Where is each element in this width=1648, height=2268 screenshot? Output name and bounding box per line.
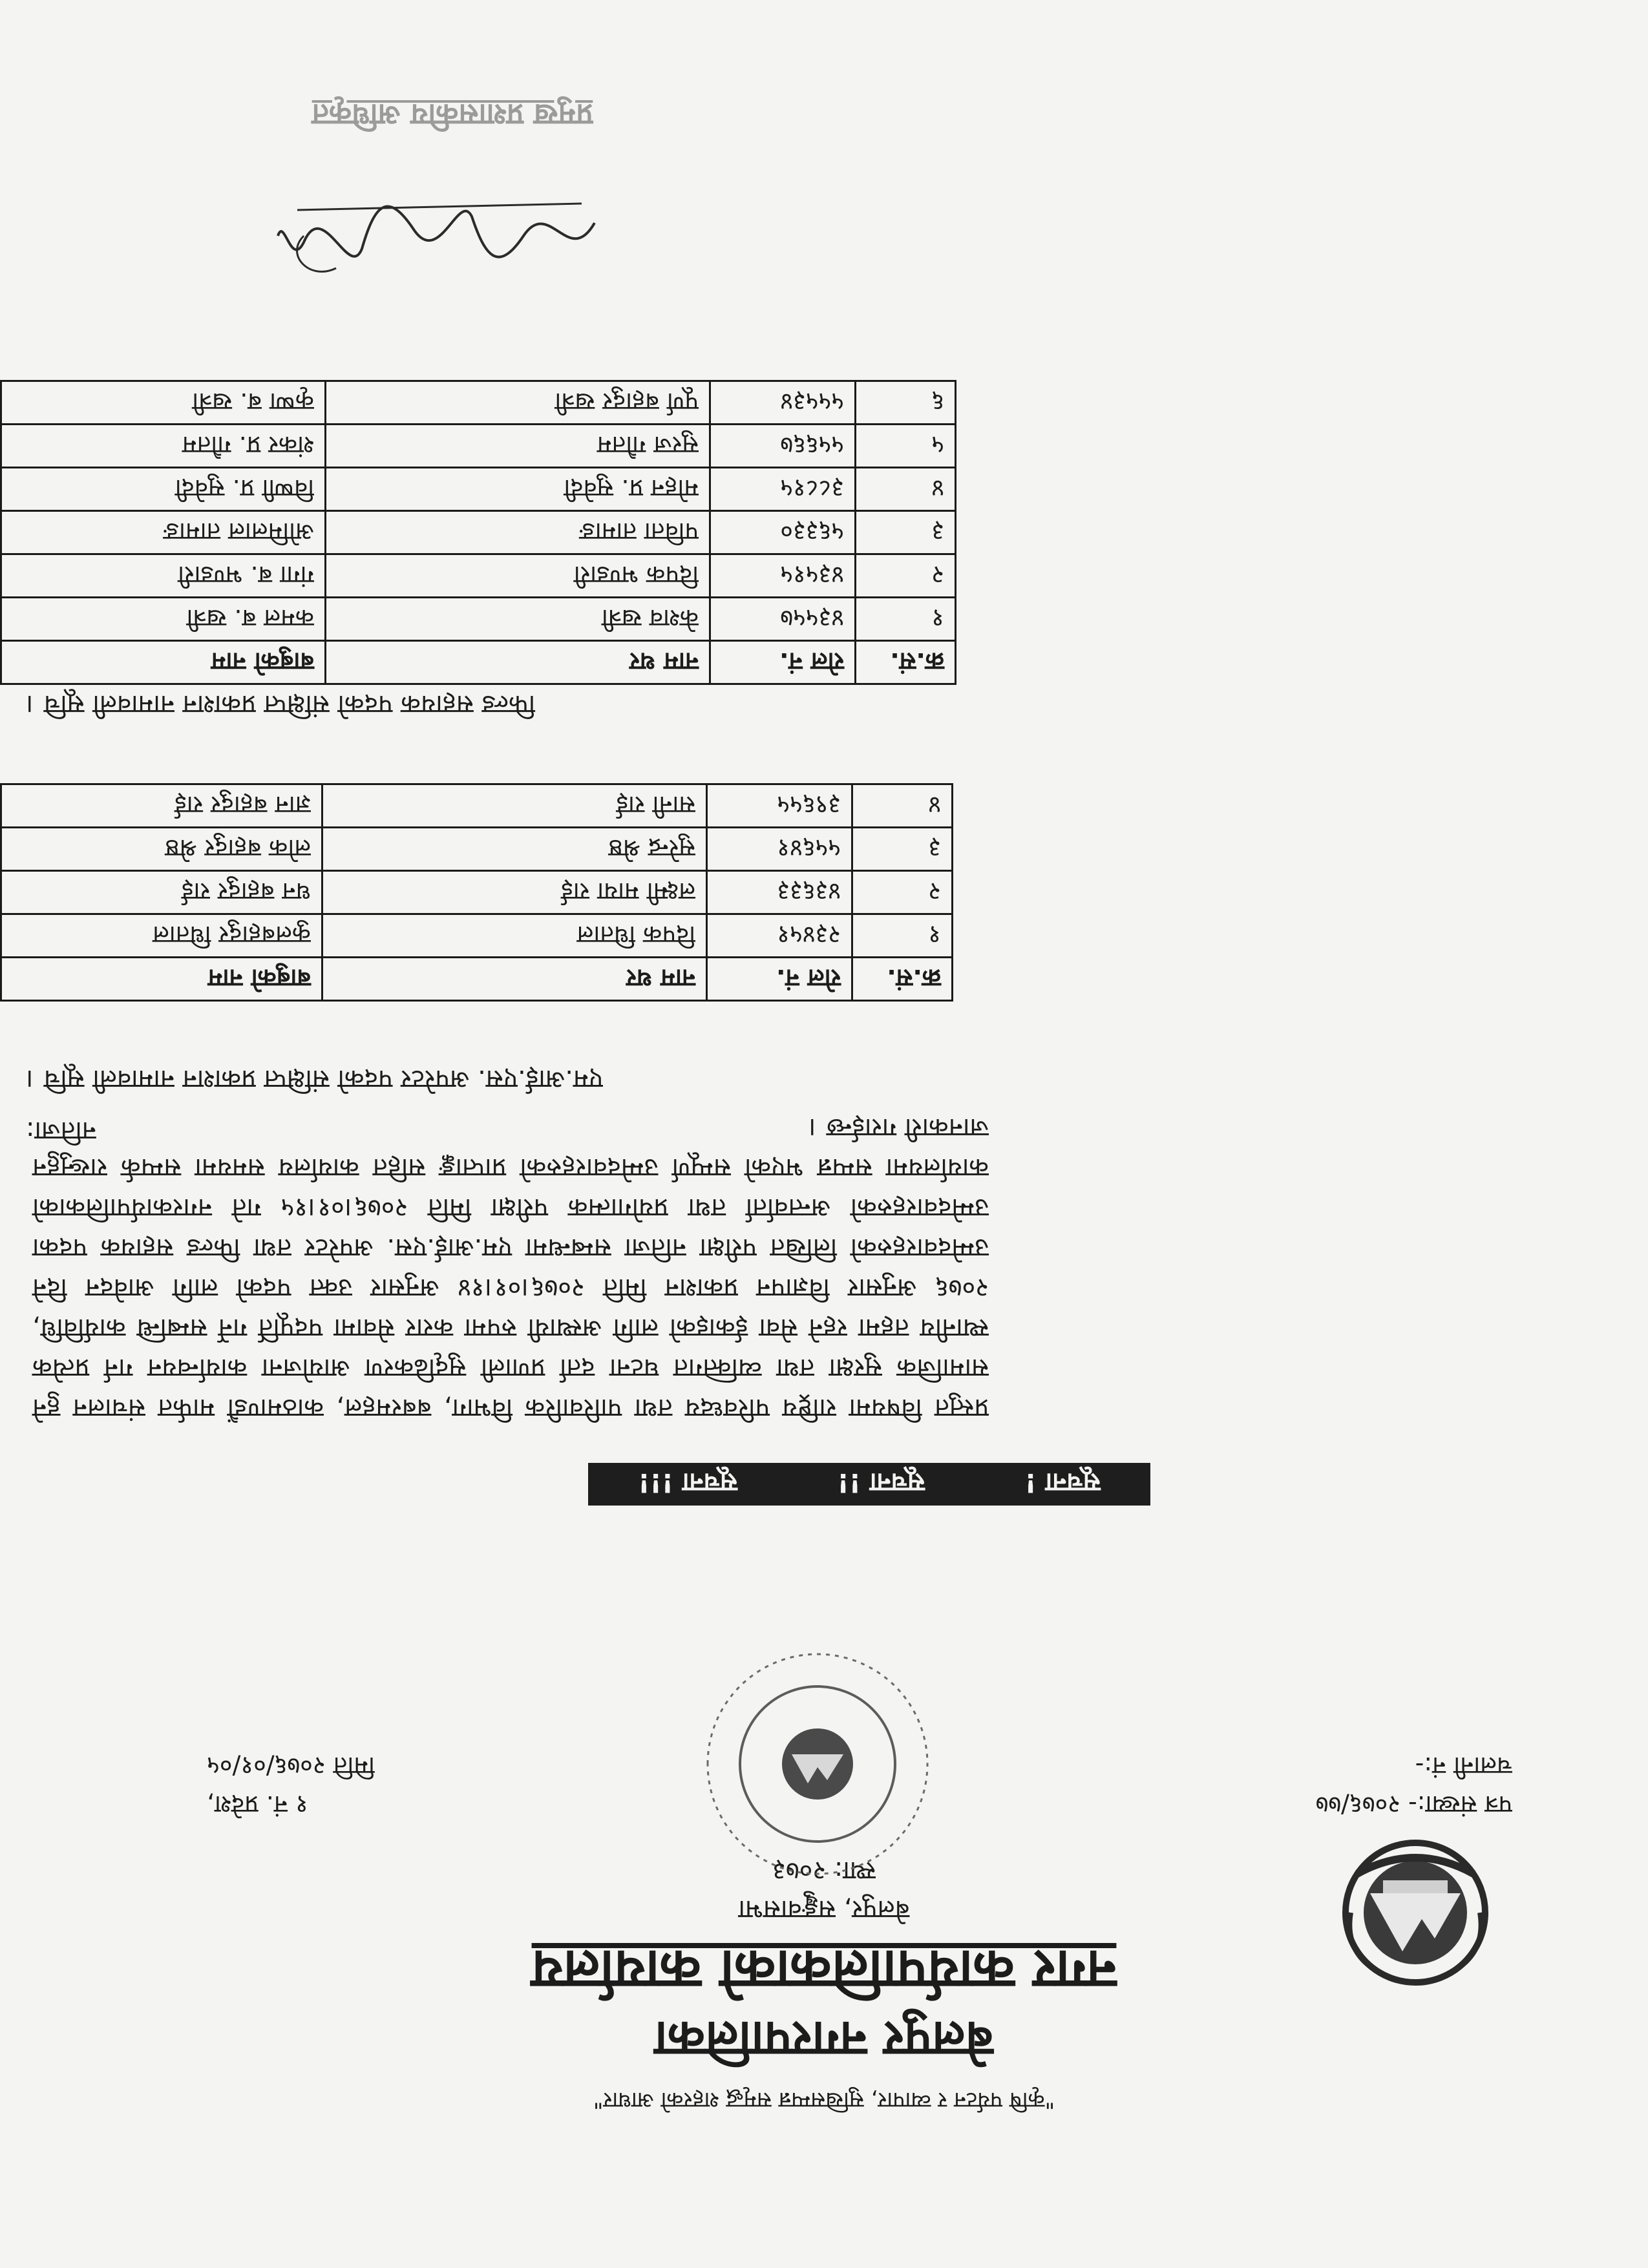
cell-father: विष्णी प्र. सुवेदी [1,468,326,511]
table-row [1,381,956,425]
dispatch-number: चलानी नं:- [1415,1752,1512,1780]
cell-name: केशव खत्री [326,598,710,641]
cell-sn: ३ [852,828,953,871]
table-row [1,598,956,641]
table-row [1,511,956,554]
cell-sn: १ [856,598,956,641]
section1-caption: एम.आई.एस. अपरेटर पदको संक्षिप्त प्रकाशन नामावली सूचि । [26,1064,604,1094]
cell-father: ओमिलाल तामाङ [1,511,326,554]
cell-roll: ४३६३३ [707,871,852,914]
issue-date: मिति २०७६/०१/०५ [207,1752,375,1780]
section2-caption: फिल्ड सहायक पदको संक्षिप्त प्रकाशन नामावली सूचि । [26,689,536,719]
result-heading: नतिजा: [26,1116,96,1146]
cell-roll: ४३५५७ [710,598,856,641]
table-row [1,828,953,871]
cell-roll: २३४५१ [707,914,852,958]
notice-label-2: सूचना !! [837,1467,925,1498]
handwritten-signature [271,178,607,294]
cell-name: सुरेन्द्र श्रेष्ठ [322,828,707,871]
col-roll: रोल नं. [710,641,856,684]
notice-label-3: सूचना !!! [638,1467,737,1498]
cell-sn: ६ [856,381,956,425]
col-sn: क्र.सं. [856,641,956,684]
cell-father: धन बहादुर राई [1,871,322,914]
col-name: नाम थर [322,958,707,1001]
notice-banner [588,1463,1150,1506]
office-seal-stamp [695,1641,940,1887]
cell-roll: ५६३३० [710,511,856,554]
col-roll: रोल नं. [707,958,852,1001]
table-row [1,871,953,914]
cell-roll: ५५६६७ [710,425,856,468]
cell-father: गंगा ब. भण्डारी [1,554,326,598]
cell-sn: २ [856,554,956,598]
cell-sn: ३ [856,511,956,554]
table-row [1,914,953,958]
established-year: स्था: २०७३ [772,1856,876,1885]
col-father: बाबुको नाम [1,641,326,684]
cell-sn: १ [852,914,953,958]
cell-sn: ४ [856,468,956,511]
col-father: बाबुको नाम [1,958,322,1001]
cell-father: ज्ञान बहादुर राई [1,784,322,828]
reference-number: पत्र संख्या:- २०७६/७७ [1315,1790,1512,1819]
signatory-title: प्रमुख प्रशासकीय अधिकृत [312,98,593,132]
cell-name: सुरज गौतम [326,425,710,468]
table-header-row [1,958,953,1001]
cell-name: दिपक धिताल [322,914,707,958]
notice-body-paragraph: प्रस्तुत विषयमा राष्ट्रिय परिवध्दय तथा पारिवारिक विभाग, बबरमहल, काठमाण्डौं मार्फत संचालन हुने सामाजिक सुरक्षा तथा व्यक्तिगत घटना दर्ता प्रणाली सुदृढिकरण आयोजना कार्यान्वयन गर्न प्रत्येक स्थानीय तहमा रहने सेवा ईकाइको लागि अस्थायी रुपमा करार सेवामा पदपूर्ति गर्ने सम्बन्धि कार्यविधि, २०७६ अनुसार विज्ञापन प्रकाशन मिति २०७६।०१।१४ अनुसार उक्त पदको लागि आवेदन दिने उम्मेदवारहरुको लिखित परीक्षा नतिजा सम्बन्धमा एम.आई.एस. अपरेटर तथा फिल्ड सहायक पदका उम्मेदवारहरुको अन्तर्वार्ता तथा प्रयोगात्मक परीक्षा मिति २०७६।०१।१५ गते नगरकार्यपालिकाको कार्यालयमा सम्पन्न भएको सम्पूर्ण उम्मेदवारहरुको प्राप्ताङ्क सहित कार्यालय समयमा सम्पर्क राख्नुहुन जानकारी गराईन्छ । [32,1113,989,1423]
cell-name: मोहन प्र. सुवेदी [326,468,710,511]
office-name: नगर कार्यपालिकाको कार्यालय [531,1938,1117,2002]
field-assistant-table [0,380,956,685]
cell-father: कमल ब. खत्री [1,598,326,641]
cell-roll: ५५६४१ [707,828,852,871]
cell-name: पूर्ण बहादुर खत्री [326,381,710,425]
cell-roll: ४३५१५ [710,554,856,598]
cell-sn: ४ [852,784,953,828]
table-row [1,784,953,828]
col-sn: क्र.सं. [852,958,953,1001]
notice-label-1: सूचना ! [1024,1467,1101,1498]
cell-sn: २ [852,871,953,914]
cell-father: कृष्ण ब. खत्री [1,381,326,425]
office-address: बेलपुर, सङ्खुवासभा [738,1895,910,1924]
cell-roll: ५५५३४ [710,381,856,425]
organization-name: बेलपुर नगरपालिका [655,2011,993,2068]
cell-name: दिपक भण्डारी [326,554,710,598]
cell-father: शंकर प्र. गौतम [1,425,326,468]
cell-roll: ३९६५५ [707,784,852,828]
table-row [1,554,956,598]
table-row [1,425,956,468]
cell-name: सानी राई [322,784,707,828]
cell-father: लोक बहादुर श्रेष्ठ [1,828,322,871]
table-row [1,468,956,511]
col-name: नाम थर [326,641,710,684]
cell-name: पविता तामाङ [326,511,710,554]
slogan: "कृषि पर्यटन र व्यापार, सुखिसम्पन्न समृद्ध शहरको आधार" [593,2087,1055,2113]
province-line: १ नं. प्रदेश, [207,1790,308,1819]
table-header-row [1,641,956,684]
cell-roll: ३८८१५ [710,468,856,511]
cell-name: लक्ष्मी माया राई [322,871,707,914]
mis-operator-table [0,783,953,1002]
cell-father: कुलबहादुर धिताल [1,914,322,958]
cell-sn: ५ [856,425,956,468]
